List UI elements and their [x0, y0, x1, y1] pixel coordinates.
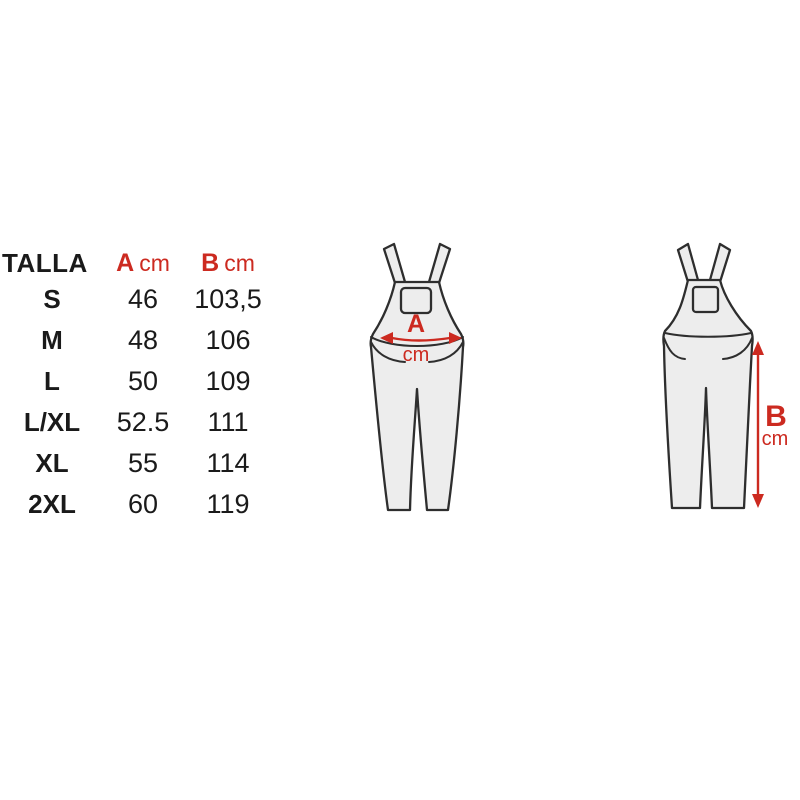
measurement-a-value: 50: [127, 366, 159, 396]
right-strap: [429, 244, 450, 283]
measure-a-unit: cm: [402, 344, 430, 366]
column-b-header: [182, 248, 274, 279]
bib-pocket: [693, 287, 718, 312]
overalls-body: [663, 280, 752, 508]
measurement-a-value: 46: [127, 284, 159, 314]
overalls-length-diagram: [652, 242, 800, 518]
column-a-letter: A: [116, 249, 135, 277]
measurement-a-value: 48: [127, 325, 159, 355]
measurement-a-value: 52.5: [116, 407, 170, 437]
overalls-width-diagram: [362, 242, 472, 518]
left-strap: [384, 244, 405, 283]
size-row-label: 2XL: [28, 489, 76, 519]
column-a-unit: cm: [139, 250, 170, 276]
column-b-letter: B: [201, 249, 220, 277]
overalls-front-figure: [371, 244, 464, 510]
size-column-header: TALLA: [2, 248, 88, 278]
overalls-front-figure: [663, 244, 752, 508]
column-b-unit: cm: [224, 250, 255, 276]
left-strap: [678, 244, 698, 282]
measurement-b-value: 119: [206, 489, 250, 519]
measurement-b-value: 106: [205, 325, 251, 355]
right-strap: [710, 244, 730, 282]
column-a-header: [104, 248, 182, 279]
size-row-label: L: [44, 366, 60, 396]
measure-b-unit: cm: [761, 428, 789, 450]
size-table: [0, 248, 274, 525]
size-row-label: L/XL: [23, 407, 81, 437]
measurement-a-value: 55: [127, 448, 159, 478]
size-row-label: S: [43, 284, 61, 314]
length-arrow-top-head: [752, 341, 764, 355]
size-row-label: M: [41, 325, 63, 355]
measurement-b-value: 111: [207, 407, 249, 437]
measurement-b-value: 103,5: [194, 284, 262, 314]
measurement-b-value: 114: [206, 448, 250, 478]
measurement-a-value: 60: [127, 489, 159, 519]
measure-b-label: B: [765, 400, 787, 433]
size-row-label: XL: [35, 448, 69, 478]
measurement-b-value: 109: [205, 366, 251, 396]
length-measurement: [752, 341, 788, 508]
length-arrow-bottom-head: [752, 494, 764, 508]
measure-a-label: A: [406, 310, 426, 338]
